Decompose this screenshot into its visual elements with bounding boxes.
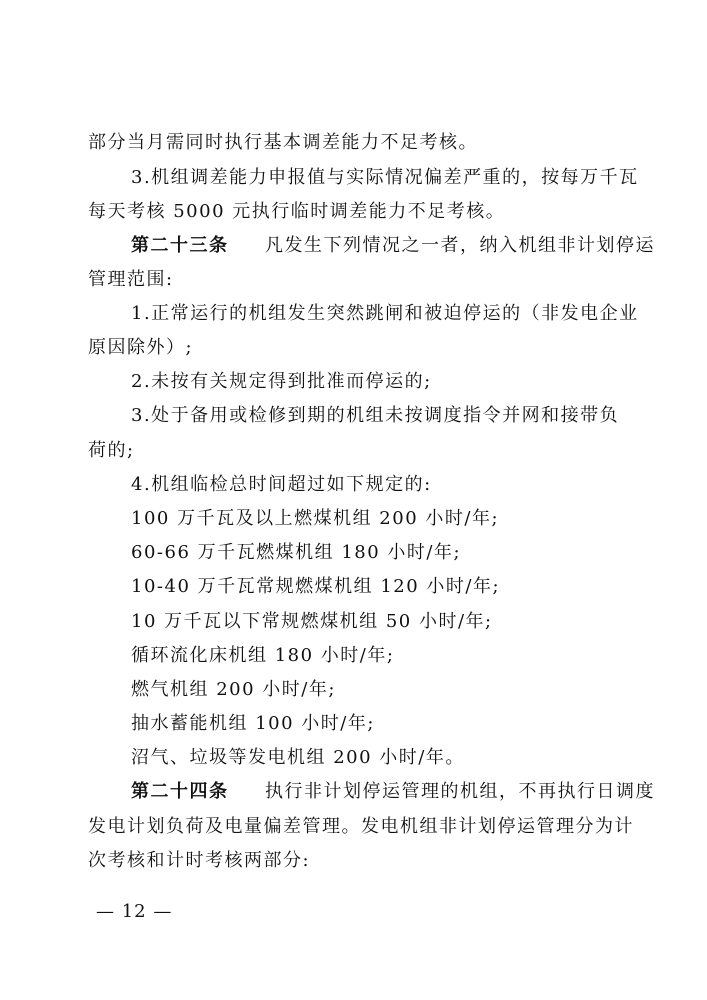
text-line: 沼气、垃圾等发电机组 200 小时/年。 [131,747,465,768]
text-line: 10-40 万千瓦常规燃煤机组 120 小时/年; [131,576,501,597]
article-23-text: 凡发生下列情况之一者，纳入机组非计划停运 [264,235,655,256]
article-24-title: 第二十四条 [131,781,229,802]
text-line: 10 万千瓦以下常规燃煤机组 50 小时/年; [131,611,493,632]
text-line: 3.机组调差能力申报值与实际情况偏差严重的，按每万千瓦 [131,167,639,188]
text-line: 荷的; [88,440,135,461]
text-line: 100 万千瓦及以上燃煤机组 200 小时/年; [131,508,500,529]
text-line: 2.未按有关规定得到批准而停运的; [131,371,432,392]
text-line: 4.机组临检总时间超过如下规定的: [131,474,432,495]
article-23-line [131,234,655,258]
text-line: 部分当月需同时执行基本调差能力不足考核。 [88,132,478,153]
text-line: 原因除外）; [88,337,194,358]
article-24-text: 执行非计划停运管理的机组，不再执行日调度 [264,781,655,802]
page-number: — 12 — [96,901,173,922]
text-line: 循环流化床机组 180 小时/年; [131,645,395,666]
text-line: 1.正常运行的机组发生突然跳闸和被迫停运的（非发电企业 [131,303,639,324]
text-line: 抽水蓄能机组 100 小时/年; [131,713,375,734]
article-23-title: 第二十三条 [131,235,229,256]
text-line: 燃气机组 200 小时/年; [131,679,336,700]
text-line: 3.处于备用或检修到期的机组未按调度指令并网和接带负 [131,405,620,426]
text-line: 管理范围: [88,269,174,290]
text-line: 次考核和计时考核两部分: [88,850,311,871]
text-line: 60-66 万千瓦燃煤机组 180 小时/年; [131,542,462,563]
article-24-line [131,780,655,804]
text-line: 每天考核 5000 元执行临时调差能力不足考核。 [88,201,506,222]
text-line: 发电计划负荷及电量偏差管理。发电机组非计划停运管理分为计 [88,816,634,837]
